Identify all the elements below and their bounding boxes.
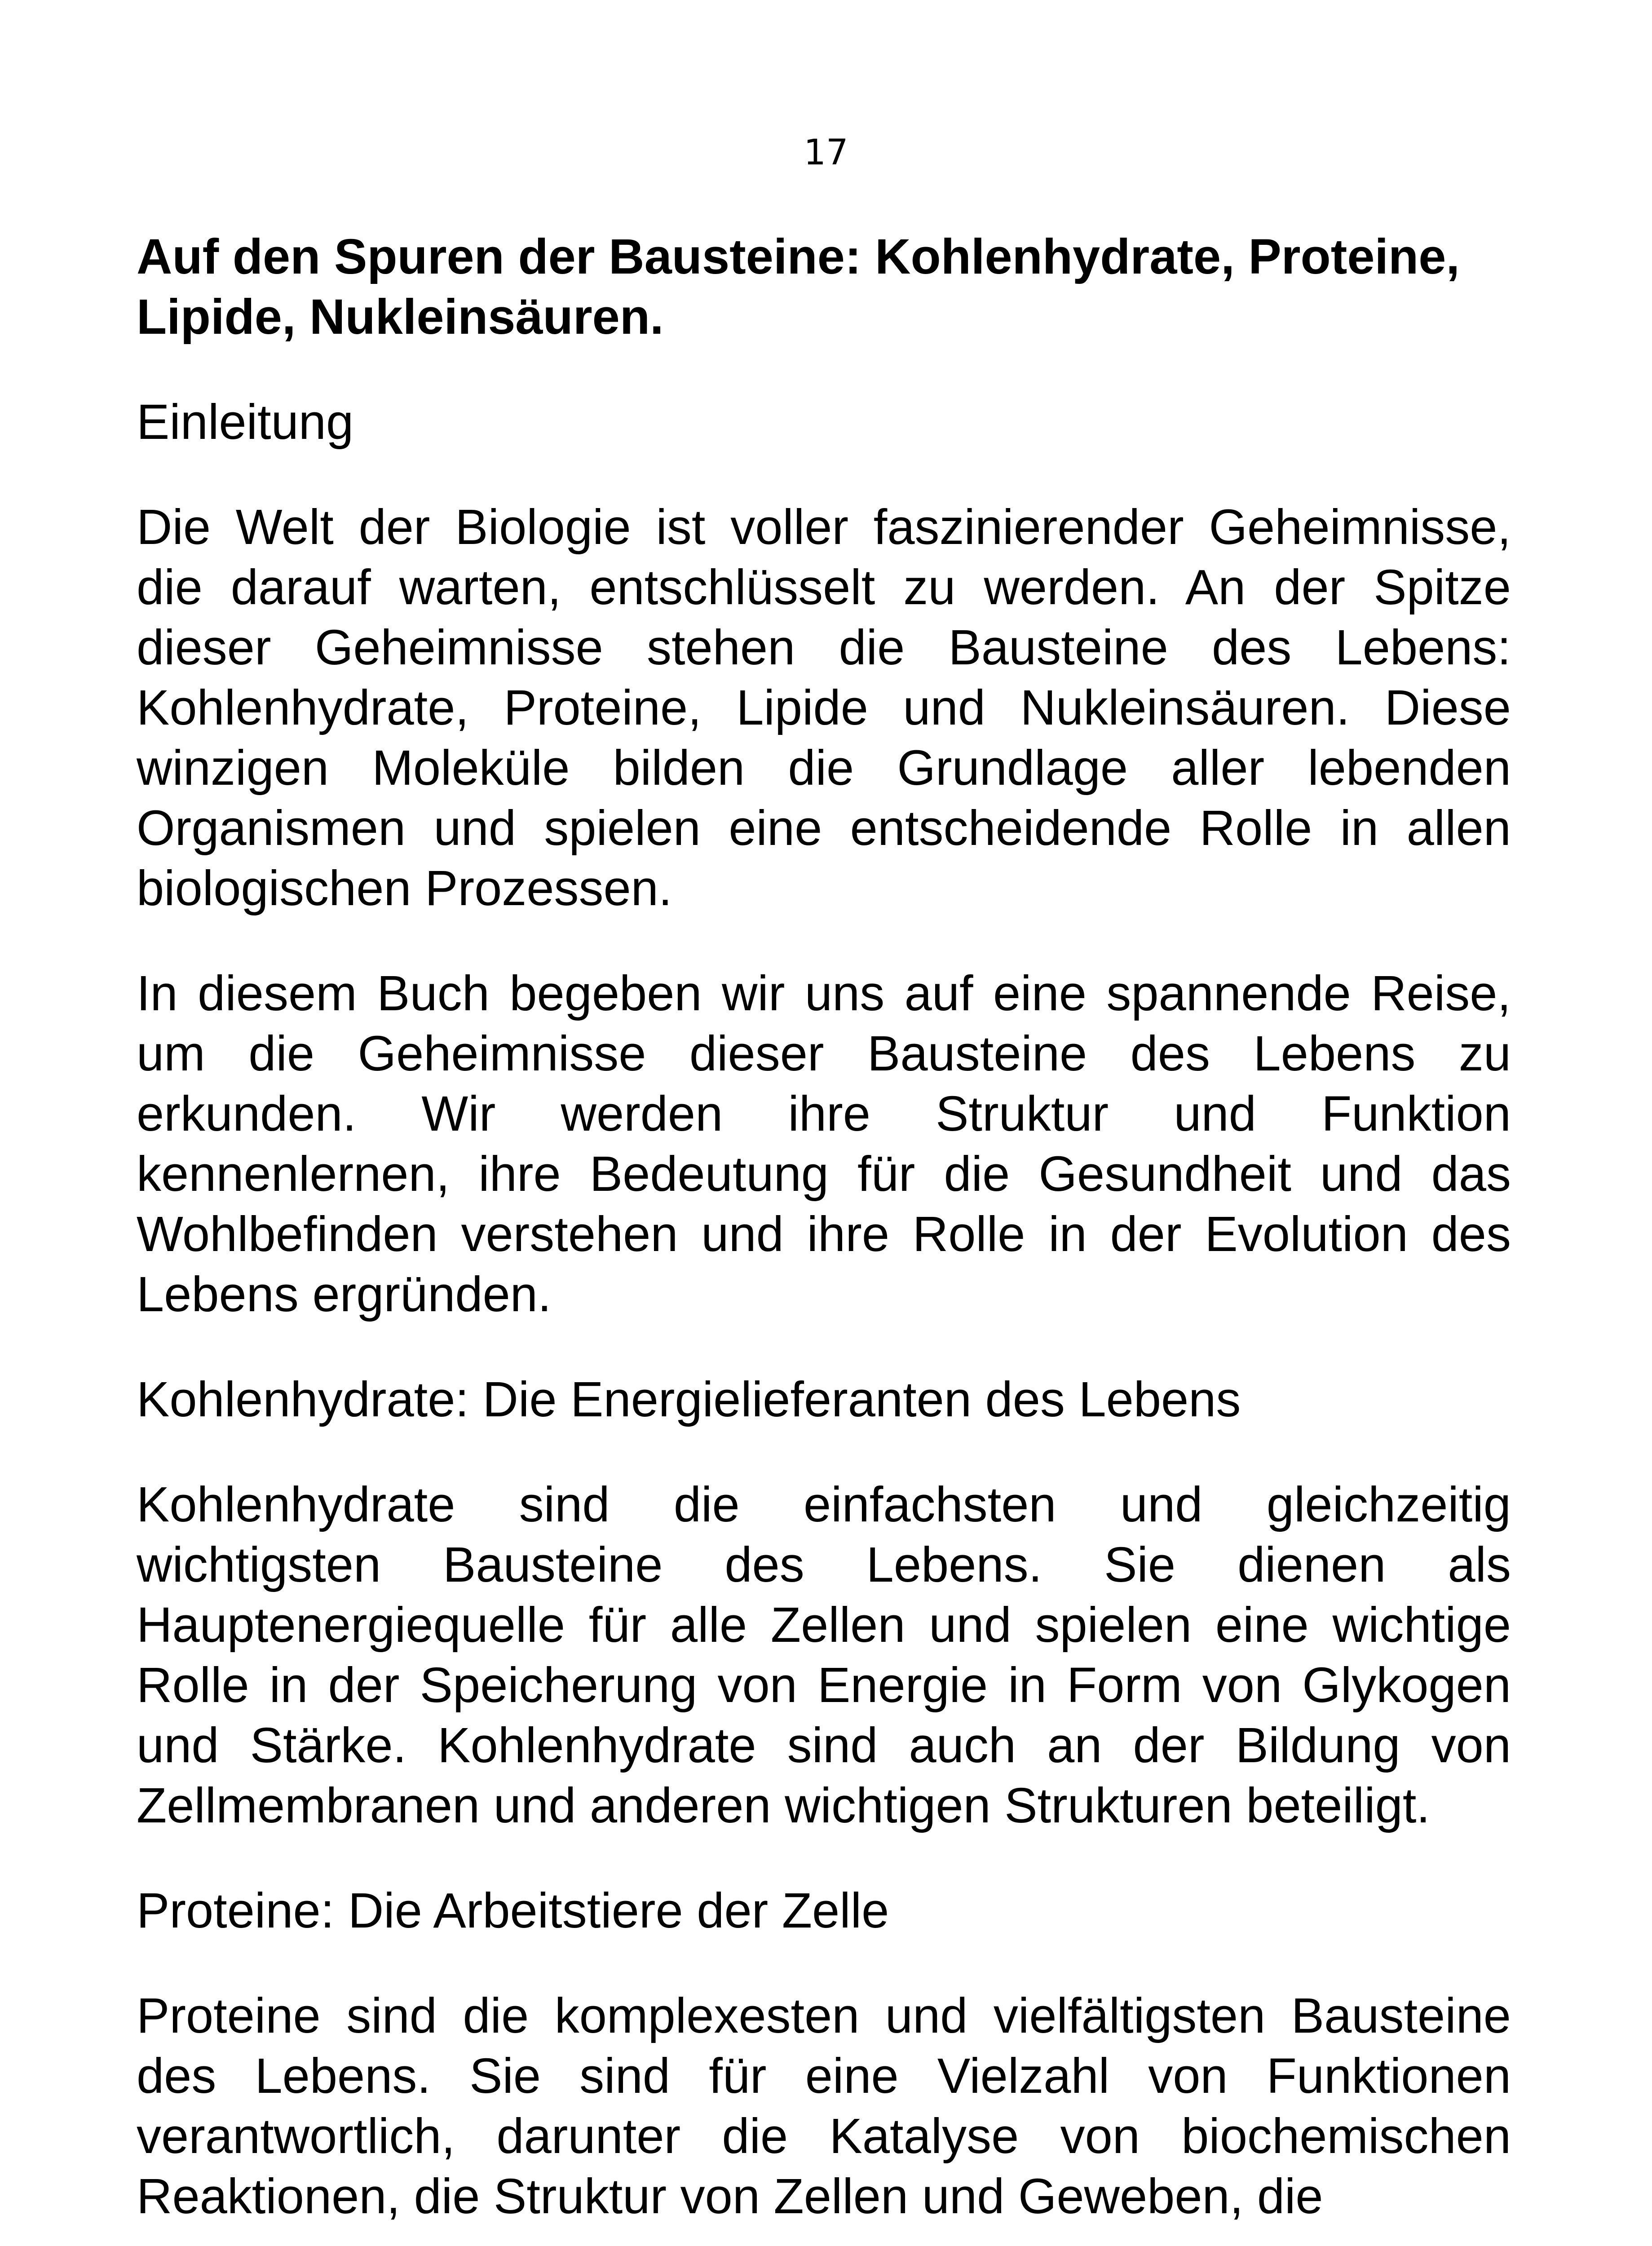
- section-heading-proteins: Proteine: Die Arbeitstiere der Zelle: [137, 1883, 889, 1938]
- chapter-title: Auf den Spuren der Bausteine: Kohlenhydrate, Proteine, Lipide, Nukleinsäuren.: [137, 229, 1460, 345]
- paragraph: Proteine sind die komplexesten und vielfältigsten Bausteine des Lebens. Sie sind für eine Vielzahl von Funktionen verantwortlich, darunter die Katalyse von biochemischen Reaktionen, die Struktur von Zellen und Geweben, die: [137, 1988, 1511, 2224]
- paragraph: Die Welt der Biologie ist voller faszinierender Geheimnisse, die darauf warten, entschlüsselt zu werden. An der Spitze dieser Geheimnisse stehen die Bausteine des Lebens: Kohlenhydrate, Proteine, Lipide und Nukleinsäuren. Diese winzigen Moleküle bilden die Grundlage aller lebenden Organismen und spielen eine entscheidende Rolle in allen biologischen Prozessen.: [137, 500, 1511, 916]
- paragraph: In diesem Buch begeben wir uns auf eine spannende Reise, um die Geheimnisse dieser Bausteine des Lebens zu erkunden. Wir werden ihre Struktur und Funktion kennenlernen, ihre Bedeutung für die Gesundheit und das Wohlbefinden verstehen und ihre Rolle in der Evolution des Lebens ergründen.: [137, 966, 1511, 1322]
- section-heading-introduction: Einleitung: [137, 394, 354, 450]
- page-number: 17: [804, 133, 848, 173]
- section-heading-carbohydrates: Kohlenhydrate: Die Energielieferanten des Lebens: [137, 1372, 1241, 1427]
- page-content: [137, 227, 1511, 2227]
- paragraph: Kohlenhydrate sind die einfachsten und gleichzeitig wichtigsten Bausteine des Lebens. Sie dienen als Hauptenergiequelle für alle Zellen und spielen eine wichtige Rolle in der Speicherung von Energie in Form von Glykogen und Stärke. Kohlenhydrate sind auch an der Bildung von Zellmembranen und anderen wichtigen Strukturen beteiligt.: [137, 1477, 1511, 1833]
